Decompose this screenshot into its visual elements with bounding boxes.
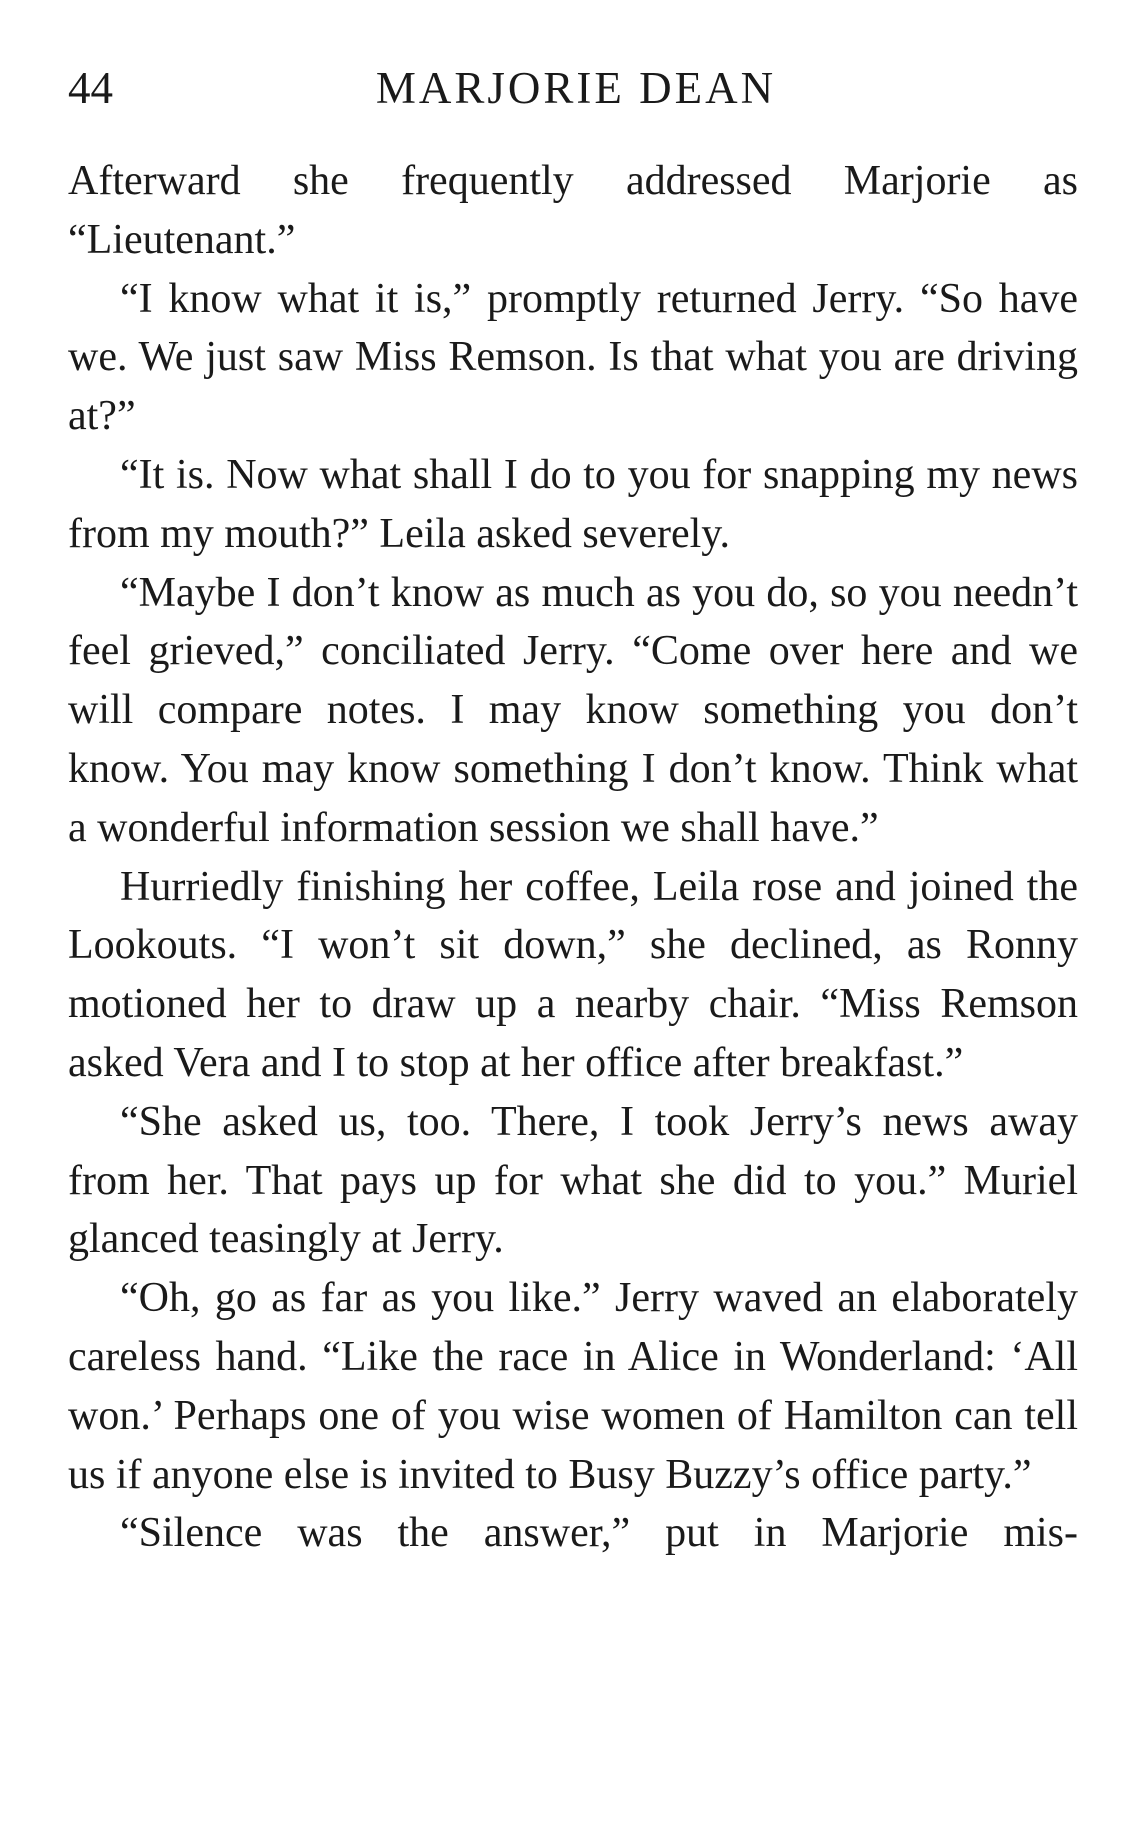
paragraph: Hurriedly finishing her coffee, Leila rose and joined the Lookouts. “I won’t sit down,” she declined, as Ronny motioned her to draw up a nearby chair. “Miss Remson asked Vera and I to stop at her office after breakfast.” [68, 863, 1078, 1086]
paragraph: “It is. Now what shall I do to you for snapping my news from my mouth?” Leila asked severely. [68, 451, 1078, 557]
page-number: 44 [68, 63, 113, 113]
paragraph: “She asked us, too. There, I took Jerry’s news away from her. That pays up for what she did to you.” Muriel glanced teasingly at Jerry. [68, 1098, 1078, 1263]
paragraph: Afterward she frequently addressed Marjorie as “Lieutenant.” [68, 158, 1078, 263]
body-text [68, 152, 1078, 1563]
paragraph: “I know what it is,” promptly returned Jerry. “So have we. We just saw Miss Remson. Is that what you are driving at?” [68, 275, 1078, 440]
running-head: MARJORIE DEAN [375, 63, 777, 113]
paragraph: “Silence was the answer,” put in Marjorie mis- [120, 1510, 1078, 1557]
paragraph: “Maybe I don’t know as much as you do, so you needn’t feel grieved,” conciliated Jerry. “Come over here and we will compare notes. I may know something you don’t know. You may know something I don’t know. Think what a wonderful information session we shall have.” [68, 569, 1078, 851]
page-header [68, 58, 1084, 118]
paragraph: “Oh, go as far as you like.” Jerry waved an elaborately careless hand. “Like the race in Alice in Wonderland: ‘All won.’ Perhaps one of you wise women of Hamilton can tell us if anyone else is invited to Busy Buzzy’s office party.” [68, 1275, 1078, 1498]
